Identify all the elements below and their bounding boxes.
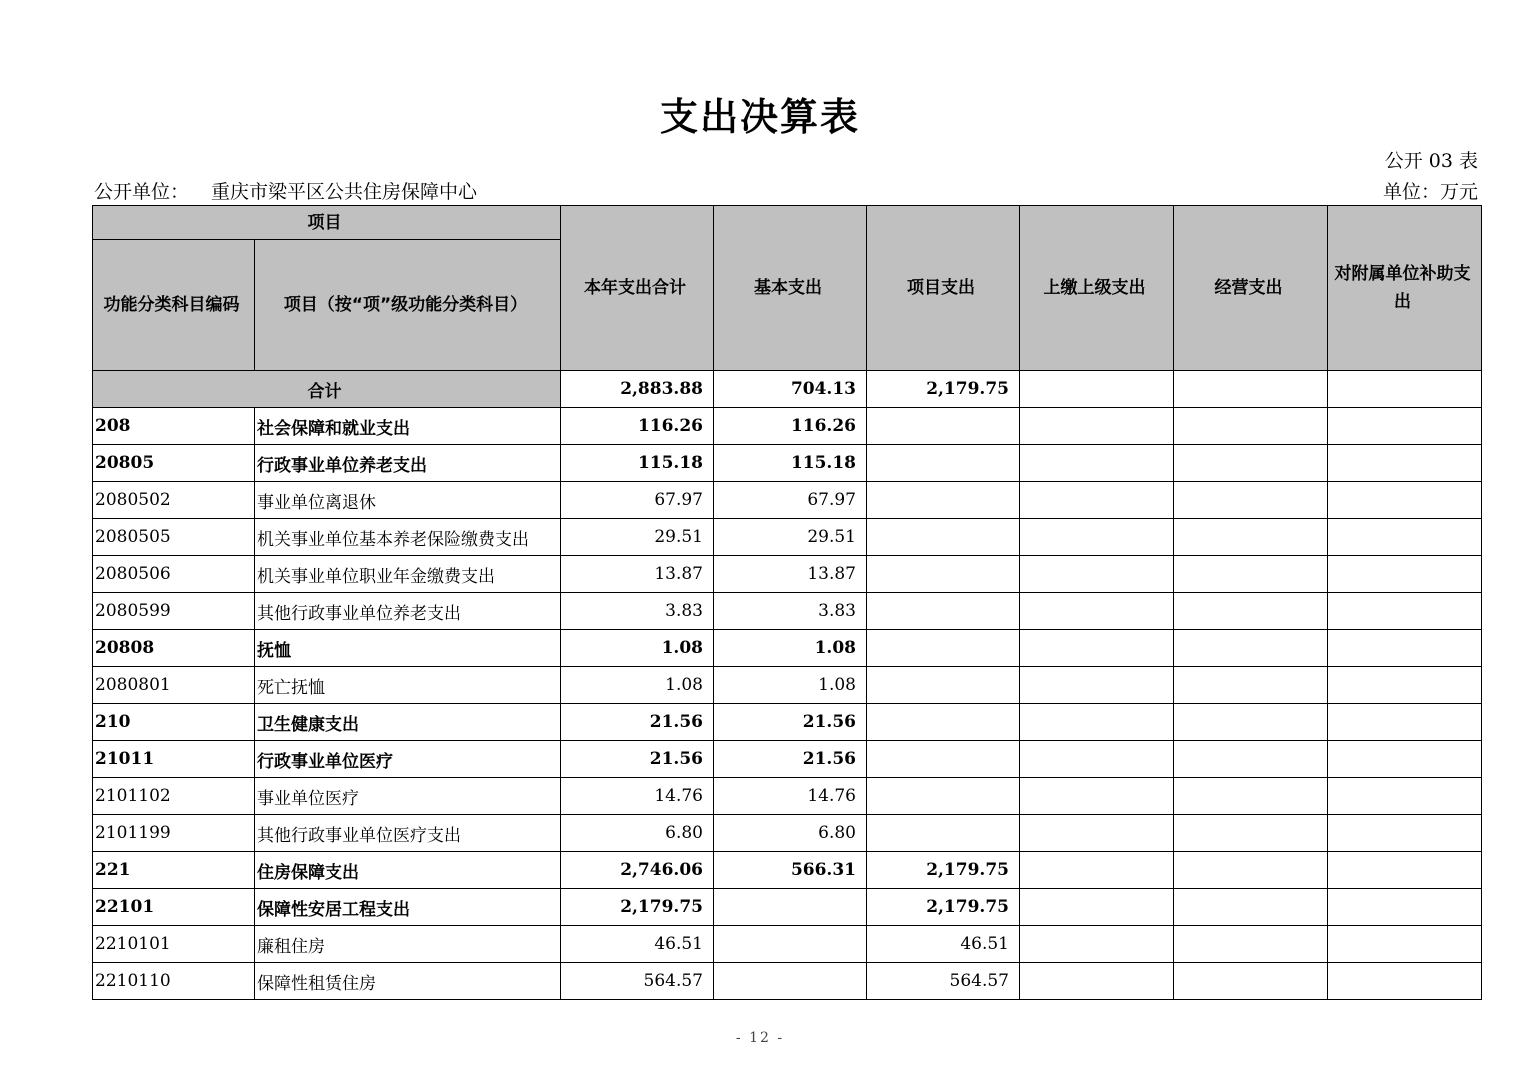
- cell-basic: 116.26: [714, 408, 867, 445]
- cell-code: 22101: [93, 889, 255, 926]
- cell-code: 2101199: [93, 815, 255, 852]
- cell-project: 46.51: [867, 926, 1020, 963]
- cell-project: [867, 519, 1020, 556]
- cell-total: 1.08: [561, 667, 714, 704]
- table-row: [93, 593, 1482, 630]
- total-subsidy: [1328, 371, 1482, 408]
- cell-code: 21011: [93, 741, 255, 778]
- cell-upper: [1020, 963, 1174, 1000]
- cell-basic: 13.87: [714, 556, 867, 593]
- cell-subsidy: [1328, 519, 1482, 556]
- cell-subsidy: [1328, 630, 1482, 667]
- total-total: 2,883.88: [561, 371, 714, 408]
- cell-business: [1174, 852, 1328, 889]
- cell-total: 67.97: [561, 482, 714, 519]
- cell-total: 29.51: [561, 519, 714, 556]
- cell-business: [1174, 630, 1328, 667]
- cell-subsidy: [1328, 741, 1482, 778]
- total-project: 2,179.75: [867, 371, 1020, 408]
- cell-basic: [714, 889, 867, 926]
- page-title: 支出决算表: [659, 95, 860, 139]
- cell-upper: [1020, 815, 1174, 852]
- header-code: 功能分类科目编码: [93, 240, 255, 371]
- cell-code: 2210110: [93, 963, 255, 1000]
- cell-business: [1174, 519, 1328, 556]
- cell-total: 1.08: [561, 630, 714, 667]
- table-row: [93, 482, 1482, 519]
- cell-name: 卫生健康支出: [255, 704, 561, 741]
- cell-subsidy: [1328, 889, 1482, 926]
- cell-code: 2080801: [93, 667, 255, 704]
- cell-project: [867, 667, 1020, 704]
- cell-subsidy: [1328, 704, 1482, 741]
- cell-project: [867, 556, 1020, 593]
- table-row: [93, 667, 1482, 704]
- cell-name: 其他行政事业单位医疗支出: [255, 815, 561, 852]
- cell-total: 3.83: [561, 593, 714, 630]
- cell-code: 20805: [93, 445, 255, 482]
- total-label: 合计: [93, 371, 561, 408]
- cell-basic: 566.31: [714, 852, 867, 889]
- cell-upper: [1020, 704, 1174, 741]
- cell-name: 死亡抚恤: [255, 667, 561, 704]
- cell-total: 2,179.75: [561, 889, 714, 926]
- cell-project: [867, 408, 1020, 445]
- cell-code: 2080506: [93, 556, 255, 593]
- table-code: 公开 03 表: [1384, 150, 1478, 172]
- cell-basic: [714, 926, 867, 963]
- cell-upper: [1020, 630, 1174, 667]
- cell-business: [1174, 667, 1328, 704]
- cell-basic: 1.08: [714, 630, 867, 667]
- cell-name: 抚恤: [255, 630, 561, 667]
- table-row: [93, 556, 1482, 593]
- header-basic: 基本支出: [714, 206, 867, 371]
- cell-total: 115.18: [561, 445, 714, 482]
- cell-subsidy: [1328, 778, 1482, 815]
- cell-upper: [1020, 482, 1174, 519]
- cell-project: [867, 741, 1020, 778]
- unit-measure: 单位：万元: [1382, 181, 1478, 203]
- cell-subsidy: [1328, 556, 1482, 593]
- cell-upper: [1020, 593, 1174, 630]
- cell-business: [1174, 926, 1328, 963]
- cell-name: 行政事业单位养老支出: [255, 445, 561, 482]
- cell-code: 2101102: [93, 778, 255, 815]
- cell-project: 564.57: [867, 963, 1020, 1000]
- cell-business: [1174, 556, 1328, 593]
- cell-subsidy: [1328, 445, 1482, 482]
- table-row: [93, 963, 1482, 1000]
- cell-code: 20808: [93, 630, 255, 667]
- cell-subsidy: [1328, 852, 1482, 889]
- table-row: [93, 926, 1482, 963]
- expenditure-table: [92, 205, 1482, 1000]
- reporting-unit: [94, 177, 477, 204]
- header-upper: 上缴上级支出: [1020, 206, 1174, 371]
- cell-business: [1174, 889, 1328, 926]
- cell-basic: 29.51: [714, 519, 867, 556]
- table-row: [93, 704, 1482, 741]
- cell-basic: 3.83: [714, 593, 867, 630]
- cell-code: 210: [93, 704, 255, 741]
- cell-upper: [1020, 667, 1174, 704]
- cell-business: [1174, 778, 1328, 815]
- cell-name: 机关事业单位职业年金缴费支出: [255, 556, 561, 593]
- cell-name: 机关事业单位基本养老保险缴费支出: [255, 519, 561, 556]
- total-business: [1174, 371, 1328, 408]
- cell-basic: 14.76: [714, 778, 867, 815]
- cell-upper: [1020, 926, 1174, 963]
- table-row: [93, 778, 1482, 815]
- cell-project: [867, 815, 1020, 852]
- cell-code: 2210101: [93, 926, 255, 963]
- unit-label: 公开单位：: [94, 181, 190, 203]
- header-subsidy: 对附属单位补助支出: [1328, 206, 1482, 371]
- cell-upper: [1020, 445, 1174, 482]
- cell-basic: 1.08: [714, 667, 867, 704]
- header-total: 本年支出合计: [561, 206, 714, 371]
- cell-upper: [1020, 852, 1174, 889]
- total-upper: [1020, 371, 1174, 408]
- cell-name: 保障性租赁住房: [255, 963, 561, 1000]
- cell-total: 13.87: [561, 556, 714, 593]
- cell-project: [867, 630, 1020, 667]
- cell-code: 2080502: [93, 482, 255, 519]
- cell-project: [867, 593, 1020, 630]
- cell-code: 221: [93, 852, 255, 889]
- page-number: - 12 -: [735, 1030, 785, 1046]
- cell-project: 2,179.75: [867, 889, 1020, 926]
- cell-name: 住房保障支出: [255, 852, 561, 889]
- table-row: [93, 408, 1482, 445]
- table-row: [93, 889, 1482, 926]
- table-row: [93, 445, 1482, 482]
- cell-subsidy: [1328, 815, 1482, 852]
- total-basic: 704.13: [714, 371, 867, 408]
- header-project: 项目: [93, 206, 561, 240]
- cell-subsidy: [1328, 667, 1482, 704]
- cell-basic: 6.80: [714, 815, 867, 852]
- cell-name: 廉租住房: [255, 926, 561, 963]
- cell-business: [1174, 963, 1328, 1000]
- cell-name: 事业单位医疗: [255, 778, 561, 815]
- cell-business: [1174, 704, 1328, 741]
- cell-subsidy: [1328, 408, 1482, 445]
- cell-basic: 21.56: [714, 704, 867, 741]
- unit-name: 重庆市梁平区公共住房保障中心: [211, 181, 478, 203]
- cell-total: 2,746.06: [561, 852, 714, 889]
- cell-upper: [1020, 741, 1174, 778]
- cell-upper: [1020, 556, 1174, 593]
- cell-total: 21.56: [561, 704, 714, 741]
- table-row: [93, 852, 1482, 889]
- cell-subsidy: [1328, 482, 1482, 519]
- cell-name: 事业单位离退休: [255, 482, 561, 519]
- cell-upper: [1020, 889, 1174, 926]
- cell-project: [867, 704, 1020, 741]
- cell-name: 其他行政事业单位养老支出: [255, 593, 561, 630]
- cell-business: [1174, 741, 1328, 778]
- cell-total: 14.76: [561, 778, 714, 815]
- cell-subsidy: [1328, 963, 1482, 1000]
- table-row: [93, 630, 1482, 667]
- cell-subsidy: [1328, 593, 1482, 630]
- total-row: [93, 371, 1482, 408]
- header-project-expense: 项目支出: [867, 206, 1020, 371]
- cell-code: 2080599: [93, 593, 255, 630]
- cell-business: [1174, 445, 1328, 482]
- cell-business: [1174, 815, 1328, 852]
- cell-business: [1174, 482, 1328, 519]
- cell-total: 6.80: [561, 815, 714, 852]
- cell-project: [867, 482, 1020, 519]
- cell-basic: 67.97: [714, 482, 867, 519]
- table-row: [93, 741, 1482, 778]
- cell-business: [1174, 408, 1328, 445]
- header-name: 项目（按“项”级功能分类科目）: [255, 240, 561, 371]
- cell-total: 116.26: [561, 408, 714, 445]
- cell-project: 2,179.75: [867, 852, 1020, 889]
- cell-code: 208: [93, 408, 255, 445]
- table-row: [93, 815, 1482, 852]
- cell-code: 2080505: [93, 519, 255, 556]
- table-row: [93, 519, 1482, 556]
- cell-total: 46.51: [561, 926, 714, 963]
- cell-upper: [1020, 778, 1174, 815]
- header-business: 经营支出: [1174, 206, 1328, 371]
- cell-basic: [714, 963, 867, 1000]
- cell-upper: [1020, 408, 1174, 445]
- cell-subsidy: [1328, 926, 1482, 963]
- cell-project: [867, 445, 1020, 482]
- cell-business: [1174, 593, 1328, 630]
- cell-total: 564.57: [561, 963, 714, 1000]
- cell-name: 社会保障和就业支出: [255, 408, 561, 445]
- cell-project: [867, 778, 1020, 815]
- cell-name: 保障性安居工程支出: [255, 889, 561, 926]
- cell-upper: [1020, 519, 1174, 556]
- cell-total: 21.56: [561, 741, 714, 778]
- cell-name: 行政事业单位医疗: [255, 741, 561, 778]
- cell-basic: 115.18: [714, 445, 867, 482]
- cell-basic: 21.56: [714, 741, 867, 778]
